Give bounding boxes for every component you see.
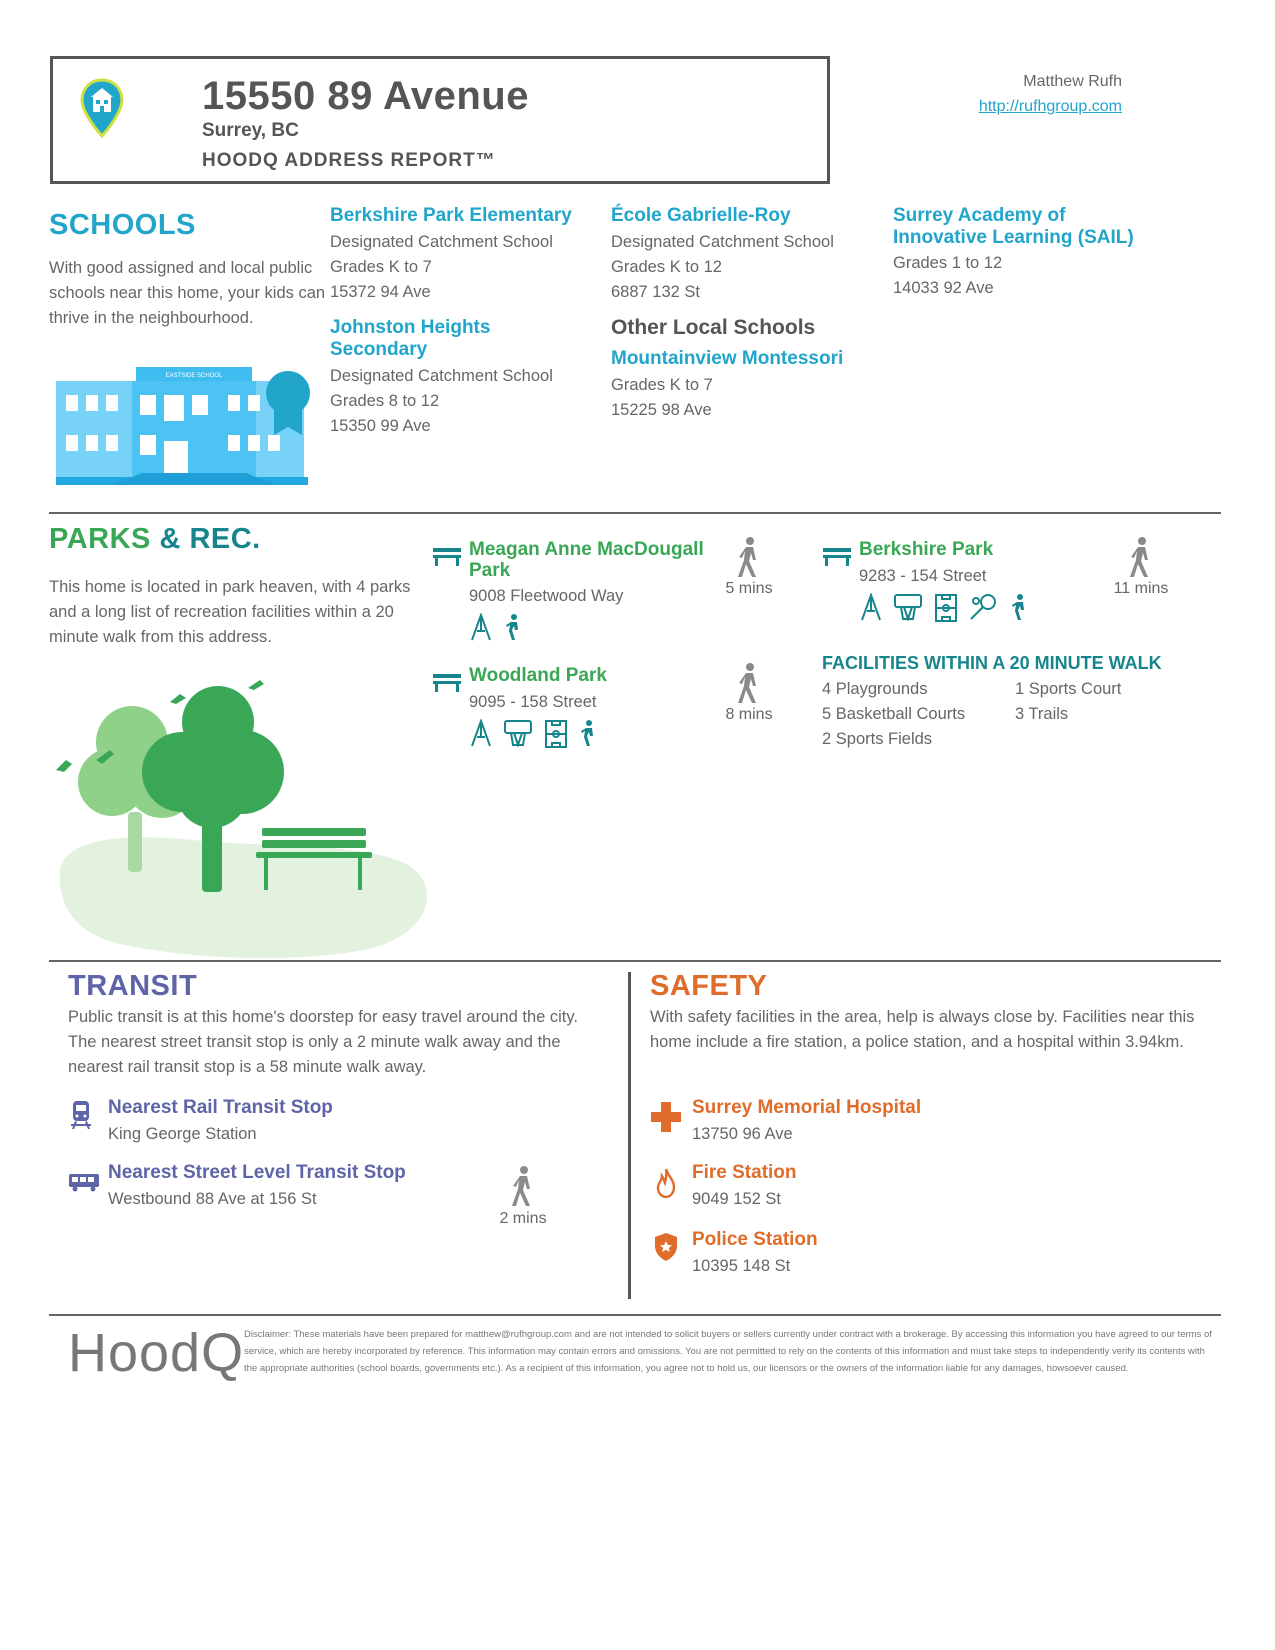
trail-runner-icon <box>503 613 523 641</box>
playground-icon <box>469 719 493 747</box>
safety-intro: With safety facilities in the area, help is always close by. Facilities near this home include a fire station, a police station, and a hospital within 3.94km. <box>650 1008 1195 1051</box>
school-grades: Grades K to 7 <box>330 258 432 276</box>
walk-time: 8 mins <box>725 706 773 723</box>
street-stop-label: Nearest Street Level Transit Stop <box>108 1162 406 1183</box>
park-card <box>469 665 709 749</box>
school-card <box>330 317 592 439</box>
walking-person-icon <box>714 536 784 583</box>
school-type: Designated Catchment School <box>330 233 553 251</box>
parks-title-a: PARKS <box>49 523 151 555</box>
school-type: Designated Catchment School <box>611 233 834 251</box>
safety-item <box>692 1229 1132 1279</box>
house-pin-icon <box>80 78 124 143</box>
school-address: 15225 98 Ave <box>611 401 712 419</box>
sports-field-icon <box>544 719 568 749</box>
school-address: 6887 132 St <box>611 283 700 301</box>
school-name[interactable]: École Gabrielle-Roy <box>611 205 791 226</box>
park-bench-icon <box>432 672 462 697</box>
address-title: 15550 89 Avenue <box>202 74 529 118</box>
park-amenities <box>859 593 1099 623</box>
other-schools-title: Other Local Schools <box>611 316 816 339</box>
report-title: HOODQ ADDRESS REPORT™ <box>202 150 496 171</box>
park-amenities <box>469 719 709 749</box>
park-name[interactable]: Berkshire Park <box>859 539 994 560</box>
address-city: Surrey, BC <box>202 120 299 141</box>
parks-title-b: & REC. <box>159 523 261 555</box>
basketball-icon <box>893 593 923 621</box>
walk-time: 11 mins <box>1113 580 1169 597</box>
school-address: 15372 94 Ave <box>330 283 431 301</box>
safety-item-address: 13750 96 Ave <box>692 1125 793 1143</box>
school-name[interactable]: Berkshire Park Elementary <box>330 205 572 226</box>
hoodq-logo: HoodQ <box>68 1323 245 1383</box>
parks-intro: This home is located in park heaven, with 4 parks and a long list of recreation facilities within a 20 minute walk from this address. <box>49 578 411 646</box>
hospital-cross-icon <box>651 1102 681 1137</box>
walk-time: 5 mins <box>725 580 773 597</box>
park-card <box>469 539 709 641</box>
facility-item: 2 Sports Fields <box>822 730 933 748</box>
rail-stop-label: Nearest Rail Transit Stop <box>108 1097 333 1118</box>
disclaimer-text: Disclaimer: These materials have been prepared for matthew@rufhgroup.com and are not intended to solicit buyers or sellers currently under contract with a brokerage. By accessing this information you have agreed to our terms of service, which are hereby incorporated by reference. This information may contain errors and omissions. You are not permitted to rely on the contents of this information and must take steps to independently verify its contents with the appropriate authorities (school boards, governments etc.). As a recipient of this information, you agree not to hold us, our licensors or the owners of the information liable for any damages, howsoever caused. <box>244 1329 1212 1374</box>
walking-person-icon <box>1106 536 1176 583</box>
facilities-right-list <box>1015 677 1195 727</box>
safety-item-label[interactable]: Surrey Memorial Hospital <box>692 1097 922 1118</box>
tennis-icon <box>968 593 998 621</box>
rail-transit-stop <box>108 1097 548 1147</box>
facility-item: 4 Playgrounds <box>822 680 928 698</box>
park-address: 9008 Fleetwood Way <box>469 587 624 605</box>
facility-item: 3 Trails <box>1015 705 1069 723</box>
rail-stop-name: King George Station <box>108 1125 257 1143</box>
basketball-icon <box>503 719 533 747</box>
column-divider <box>628 972 631 1299</box>
park-bench-icon <box>432 546 462 571</box>
park-bench-icon <box>822 546 852 571</box>
sports-field-icon <box>934 593 958 623</box>
other-schools <box>611 316 881 423</box>
school-card <box>611 205 873 305</box>
playground-icon <box>469 613 493 641</box>
facilities-title: FACILITIES WITHIN A 20 MINUTE WALK <box>822 653 1162 673</box>
playground-icon <box>859 593 883 621</box>
trail-runner-icon <box>1009 593 1029 621</box>
safety-title: SAFETY <box>650 970 768 1002</box>
street-transit-stop <box>108 1162 508 1212</box>
bus-icon <box>68 1172 100 1197</box>
agent-url-link[interactable]: http://rufhgroup.com <box>978 98 1122 115</box>
section-divider <box>49 960 1221 962</box>
transit-title: TRANSIT <box>68 970 198 1002</box>
safety-item-address: 9049 152 St <box>692 1190 781 1208</box>
park-name[interactable]: Meagan Anne MacDougall Park <box>469 539 704 581</box>
park-address: 9283 - 154 Street <box>859 567 987 585</box>
parks-title <box>49 523 261 556</box>
school-card <box>330 205 592 305</box>
walking-person-icon <box>488 1165 558 1212</box>
school-grades: Grades K to 7 <box>611 376 713 394</box>
safety-item-label[interactable]: Police Station <box>692 1229 818 1250</box>
walk-time: 2 mins <box>499 1210 547 1227</box>
park-amenities <box>469 613 709 641</box>
safety-item-address: 10395 148 St <box>692 1257 791 1275</box>
schools-intro: With good assigned and local public schools near this home, your kids can thrive in the neighbourhood. <box>49 259 326 327</box>
safety-item-label[interactable]: Fire Station <box>692 1162 797 1183</box>
park-illustration <box>52 672 442 967</box>
transit-intro: Public transit is at this home's doorstep for easy travel around the city. The nearest street transit stop is only a 2 minute walk away and the nearest rail transit stop is a 58 minute walk away. <box>68 1008 579 1076</box>
fire-icon <box>656 1168 676 1203</box>
school-grades: Grades 1 to 12 <box>893 254 1003 272</box>
agent-name: Matthew Rufh <box>1023 73 1122 90</box>
school-name[interactable]: Johnston Heights Secondary <box>330 317 491 360</box>
park-card <box>859 539 1099 623</box>
trail-runner-icon <box>578 719 598 747</box>
section-divider <box>49 512 1221 514</box>
street-stop-name: Westbound 88 Ave at 156 St <box>108 1190 317 1208</box>
park-address: 9095 - 158 Street <box>469 693 597 711</box>
school-sign-text: EASTSIDE SCHOOL <box>165 373 223 379</box>
school-name[interactable]: Mountainview Montessori <box>611 348 844 369</box>
facilities-left-list <box>822 677 1002 752</box>
schools-title: SCHOOLS <box>49 209 196 241</box>
school-name[interactable]: Surrey Academy of Innovative Learning (SAIL) <box>893 205 1134 248</box>
school-grades: Grades 8 to 12 <box>330 392 440 410</box>
park-name[interactable]: Woodland Park <box>469 665 607 686</box>
facility-item: 5 Basketball Courts <box>822 705 966 723</box>
walking-person-icon <box>714 662 784 709</box>
school-address: 14033 92 Ave <box>893 279 994 297</box>
school-type: Designated Catchment School <box>330 367 553 385</box>
facility-item: 1 Sports Court <box>1015 680 1122 698</box>
school-card <box>893 205 1143 301</box>
train-icon <box>70 1100 92 1135</box>
safety-item <box>692 1162 1132 1212</box>
safety-item <box>692 1097 1132 1147</box>
school-address: 15350 99 Ave <box>330 417 431 435</box>
footer-divider <box>49 1314 1221 1316</box>
school-building-illustration <box>52 365 322 500</box>
school-grades: Grades K to 12 <box>611 258 722 276</box>
police-badge-icon <box>654 1232 678 1267</box>
